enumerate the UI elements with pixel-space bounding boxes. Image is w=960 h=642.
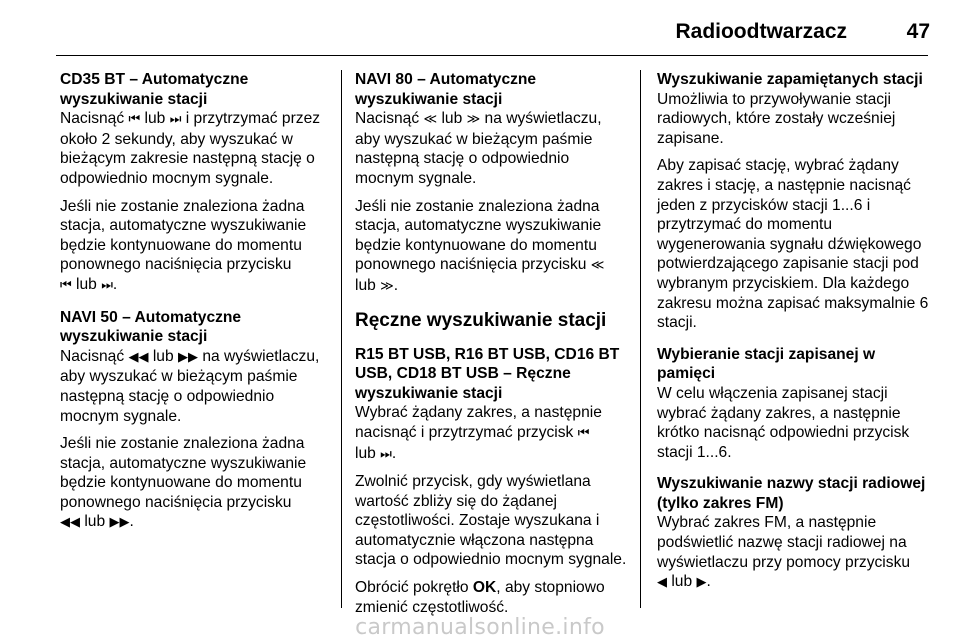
subheading-stored-stations: Wyszukiwanie zapamiętanych stacji <box>657 71 923 88</box>
paragraph <box>60 434 322 533</box>
text: Jeśli nie zostanie znaleziona żadna stacja, automatyczne wyszukiwanie będzie kontynuowane do momentu ponownego naciśnięcia przycisku <box>355 197 602 274</box>
text: lub <box>84 513 106 531</box>
subheading-cd35bt: CD35 BT – Automatyczne wyszukiwanie stacji <box>60 71 249 108</box>
paragraph <box>60 197 322 296</box>
text: lub <box>355 444 376 462</box>
watermark-text: .info <box>555 615 605 640</box>
text: Nacisnąć <box>60 347 125 365</box>
subheading-navi50: NAVI 50 – Automatyczne wyszukiwanie stacji <box>60 308 242 346</box>
paragraph <box>355 403 629 464</box>
text: na wyświetlaczu, aby wyszukać w bieżącym paśmie następną stację o odpowiednio mocnym sygnale. <box>60 347 320 425</box>
text: Wybrać żądany zakres, a następnie nacisnąć i przytrzymać przycisk <box>355 404 602 441</box>
next-track-icon: ⏭ <box>169 112 182 128</box>
text: Nacisnąć <box>60 110 125 128</box>
text: lub <box>671 573 693 591</box>
subheading-station-name: Wyszukiwanie nazwy stacji radiowej (tylko zakres FM) <box>657 475 926 512</box>
paragraph <box>60 347 322 426</box>
text: lub <box>441 110 463 128</box>
text: lub <box>152 347 174 365</box>
text: i przytrzymać przez około 2 sekundy, aby wyszukać w bieżącym zakresie następną stację o odpowiednio mocnym sygnale. <box>60 110 321 187</box>
text: na wyświetlaczu, aby wyszukać w bieżącym paśmie następną stację o odpowiednio mocnym sygnale. <box>355 110 602 187</box>
column-middle <box>355 70 629 617</box>
next-track-icon: ⏭ <box>101 277 113 293</box>
page-header <box>0 0 960 56</box>
watermark-text: carmanuals <box>355 615 487 640</box>
column-left <box>60 70 322 533</box>
watermark <box>0 615 960 640</box>
page-title: Radioodtwarzacz <box>675 20 847 43</box>
double-right-icon: ≫ <box>466 112 481 128</box>
text: lub <box>355 276 376 294</box>
column-divider <box>341 70 342 608</box>
text: . <box>391 444 397 462</box>
paragraph <box>60 109 322 188</box>
paragraph <box>355 197 629 297</box>
subheading-select-stored: Wybieranie stacji zapisanej w pamięci <box>657 345 876 383</box>
text: . <box>112 275 118 293</box>
text: , aby stopniowo zmienić częstotliwość. <box>355 579 605 616</box>
rewind-icon: ◀◀ <box>128 349 149 365</box>
triangle-right-icon: ▶ <box>696 575 707 591</box>
paragraph: W celu włączenia zapisanej stacji wybrać żądany zakres, a następnie krótko nacisnąć odpowiedni przycisk stacji 1...6. <box>657 384 910 461</box>
prev-track-icon: ⏮ <box>60 277 72 293</box>
ok-knob-label: OK <box>472 579 497 597</box>
header-rule <box>56 55 928 56</box>
text: . <box>706 573 711 591</box>
text: lub <box>76 275 97 293</box>
column-divider <box>640 70 641 608</box>
paragraph: Zwolnić przycisk, gdy wyświetlana wartość zbliży się do żądanej częstotliwości. Zostaje wyszukana i automatycznie włączona następna stacja o odpowiednio mocnym sygnale. <box>355 473 627 569</box>
paragraph <box>355 578 629 617</box>
section-title: Ręczne wyszukiwanie stacji <box>355 309 607 331</box>
fast-forward-icon: ▶▶ <box>109 515 130 531</box>
text: Jeśli nie zostanie znaleziona żadna stacja, automatyczne wyszukiwanie będzie kontynuowane do momentu ponownego naciśnięcia przycisku <box>60 435 307 511</box>
text: Nacisnąć <box>355 110 420 128</box>
text: Wybrać zakres FM, a następnie podświetlić nazwę stacji radiowej na wyświetlaczu przy pomocy przycisku <box>657 514 911 571</box>
text: lub <box>144 110 166 128</box>
paragraph <box>657 513 937 592</box>
text: . <box>129 513 134 531</box>
paragraph: Umożliwia to przywoływanie stacji radiowych, które zostały wcześniej zapisane. <box>657 90 896 147</box>
next-track-icon: ⏭ <box>380 446 392 462</box>
text: Obrócić pokrętło <box>355 579 469 597</box>
double-left-icon: ≪ <box>590 258 605 274</box>
text: . <box>393 276 399 294</box>
subheading-navi80: NAVI 80 – Automatyczne wyszukiwanie stacji <box>355 71 537 108</box>
page-number: 47 <box>906 20 930 43</box>
text: Jeśli nie zostanie znaleziona żadna stacja, automatyczne wyszukiwanie będzie kontynuowane do momentu ponownego naciśnięcia przycisku <box>60 197 307 274</box>
watermark-text: online <box>486 615 556 640</box>
prev-track-icon: ⏮ <box>577 425 590 441</box>
paragraph: Aby zapisać stację, wybrać żądany zakres i stację, a następnie nacisnąć jeden z przycisków stacji 1...6 i przytrzymać do momentu wygenerowania sygnału dźwiękowego potwierdzającego zapisanie stacji pod wybranym przyciskiem. Dla każdego zakresu można zapisać maksymalnie 6 stacji. <box>657 157 929 332</box>
prev-track-icon: ⏮ <box>128 112 141 128</box>
paragraph <box>355 109 629 188</box>
rewind-icon: ◀◀ <box>60 515 80 531</box>
subheading-r15bt: R15 BT USB, R16 BT USB, CD16 BT USB, CD18 BT USB – Ręczne wyszukiwanie stacji <box>355 345 620 402</box>
triangle-left-icon: ◀ <box>657 575 667 591</box>
double-right-icon: ≫ <box>380 278 394 294</box>
column-right <box>657 70 937 593</box>
fast-forward-icon: ▶▶ <box>177 349 198 365</box>
double-left-icon: ≪ <box>423 112 438 128</box>
